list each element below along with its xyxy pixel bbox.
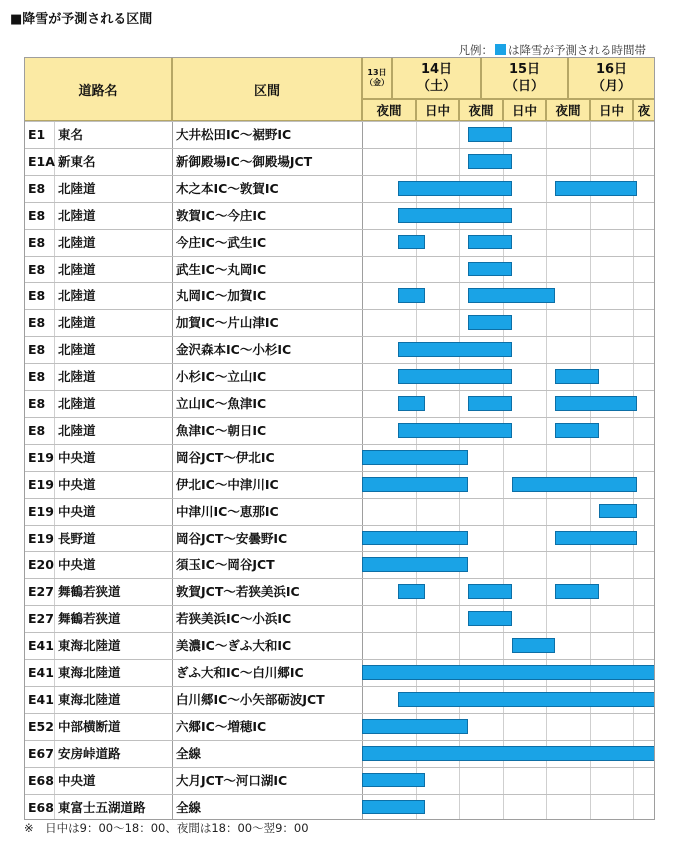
row-section: ぎふ大和IC～白川郷IC: [176, 665, 304, 680]
row-code: E1: [28, 127, 46, 142]
row-section: 美濃IC～ぎふ大和IC: [176, 638, 292, 654]
row-section: 敦賀IC～今庄IC: [176, 207, 267, 223]
row-section: 六郷IC～増穂IC: [176, 718, 267, 734]
period-header-6: 夜: [633, 99, 655, 121]
row-section: 伊北IC～中津川IC: [176, 476, 279, 492]
row-road: 北陸道: [58, 207, 96, 223]
row-code: E19: [28, 503, 54, 519]
row-section: 金沢森本IC～小杉IC: [176, 342, 292, 358]
header-day14: 14日 （土）: [392, 57, 481, 99]
period-header-0: 夜間: [362, 99, 416, 121]
row-section: 敦賀JCT～若狭美浜IC: [176, 584, 300, 600]
row-road: 中央道: [58, 449, 96, 465]
row-section: 全線: [176, 745, 202, 761]
row-code: E41: [28, 638, 54, 654]
row-code: E8: [28, 396, 46, 411]
row-section: 武生IC～丸岡IC: [176, 261, 267, 277]
period-header-1: 日中: [416, 99, 459, 121]
row-section: 木之本IC～敦賀IC: [176, 180, 279, 196]
row-road: 中部横断道: [58, 718, 121, 734]
row-code: E8: [28, 261, 46, 277]
row-section: 小杉IC～立山IC: [176, 369, 267, 385]
header-day15: 15日 （日）: [481, 57, 568, 99]
row-road: 中央道: [58, 476, 96, 492]
row-road: 北陸道: [58, 261, 96, 277]
row-code: E1A: [28, 153, 55, 169]
row-road: 東海北陸道: [58, 638, 121, 654]
row-code: E8: [28, 369, 46, 385]
row-section: 中津川IC～恵那IC: [176, 503, 279, 519]
row-code: E19: [28, 530, 54, 546]
row-code: E8: [28, 234, 46, 250]
row-section: 加賀IC～片山津IC: [176, 315, 279, 331]
row-section: 丸岡IC～加賀IC: [176, 288, 267, 304]
row-code: E8: [28, 342, 46, 358]
row-section: 岡谷JCT～安曇野IC: [176, 530, 288, 546]
row-section: 全線: [176, 799, 202, 815]
row-section: 立山IC～魚津IC: [176, 396, 267, 411]
header-day16: 16日 （月）: [568, 57, 655, 99]
period-header-2: 夜間: [459, 99, 503, 121]
row-section: 須玉IC～岡谷JCT: [176, 557, 275, 573]
row-road: 北陸道: [58, 396, 96, 411]
legend-prefix: 凡例：: [458, 43, 493, 57]
row-code: E52: [28, 718, 54, 734]
row-road: 安房峠道路: [58, 745, 121, 761]
row-road: 中央道: [58, 503, 96, 519]
row-road: 中央道: [58, 772, 96, 788]
row-road: 北陸道: [58, 422, 96, 438]
legend-swatch: [495, 44, 506, 55]
row-code: E27: [28, 611, 54, 627]
row-road: 東名: [58, 127, 84, 142]
header-day13: 13日 （金）: [362, 57, 392, 99]
header-section: 区間: [172, 57, 362, 121]
table-border: [24, 57, 655, 820]
row-road: 舞鶴若狭道: [58, 584, 121, 600]
legend-text: は降雪が予測される時間帯: [508, 43, 646, 57]
period-header-3: 日中: [503, 99, 546, 121]
row-code: E8: [28, 207, 46, 223]
row-road: 北陸道: [58, 315, 96, 331]
row-road: 東海北陸道: [58, 665, 121, 680]
legend: [459, 42, 647, 58]
row-section: 魚津IC～朝日IC: [176, 422, 267, 438]
row-road: 北陸道: [58, 180, 96, 196]
row-code: E68: [28, 772, 54, 788]
period-header-5: 日中: [590, 99, 633, 121]
row-road: 新東名: [58, 153, 96, 169]
row-code: E27: [28, 584, 54, 600]
row-code: E67: [28, 745, 54, 761]
row-section: 大井松田IC～裾野IC: [176, 127, 292, 142]
row-road: 中央道: [58, 557, 96, 573]
row-code: E20: [28, 557, 54, 573]
page-title: ■降雪が予測される区間: [10, 12, 153, 27]
row-code: E8: [28, 422, 46, 438]
row-code: E41: [28, 691, 54, 707]
snow-forecast-table: [24, 57, 655, 820]
row-code: E41: [28, 665, 54, 680]
row-section: 岡谷JCT～伊北IC: [176, 449, 275, 465]
row-road: 長野道: [58, 530, 96, 546]
row-code: E8: [28, 180, 46, 196]
row-code: E68: [28, 799, 54, 815]
row-code: E8: [28, 288, 46, 304]
footnote: ※ 日中は9：00～18：00、夜間は18：00～翌9：00: [24, 821, 309, 835]
row-section: 大月JCT～河口湖IC: [176, 772, 288, 788]
row-road: 北陸道: [58, 369, 96, 385]
row-road: 東富士五湖道路: [58, 799, 146, 815]
row-road: 東海北陸道: [58, 691, 121, 707]
row-section: 白川郷IC～小矢部砺波JCT: [176, 691, 325, 707]
row-code: E8: [28, 315, 46, 331]
row-code: E19: [28, 476, 54, 492]
row-section: 今庄IC～武生IC: [176, 234, 267, 250]
header-road: 道路名: [24, 57, 172, 121]
row-road: 北陸道: [58, 342, 96, 358]
row-road: 舞鶴若狭道: [58, 611, 121, 627]
row-road: 北陸道: [58, 234, 96, 250]
row-section: 新御殿場IC～御殿場JCT: [176, 153, 313, 169]
period-header-4: 夜間: [546, 99, 590, 121]
row-road: 北陸道: [58, 288, 96, 304]
row-code: E19: [28, 449, 54, 465]
row-section: 若狭美浜IC～小浜IC: [176, 611, 292, 627]
